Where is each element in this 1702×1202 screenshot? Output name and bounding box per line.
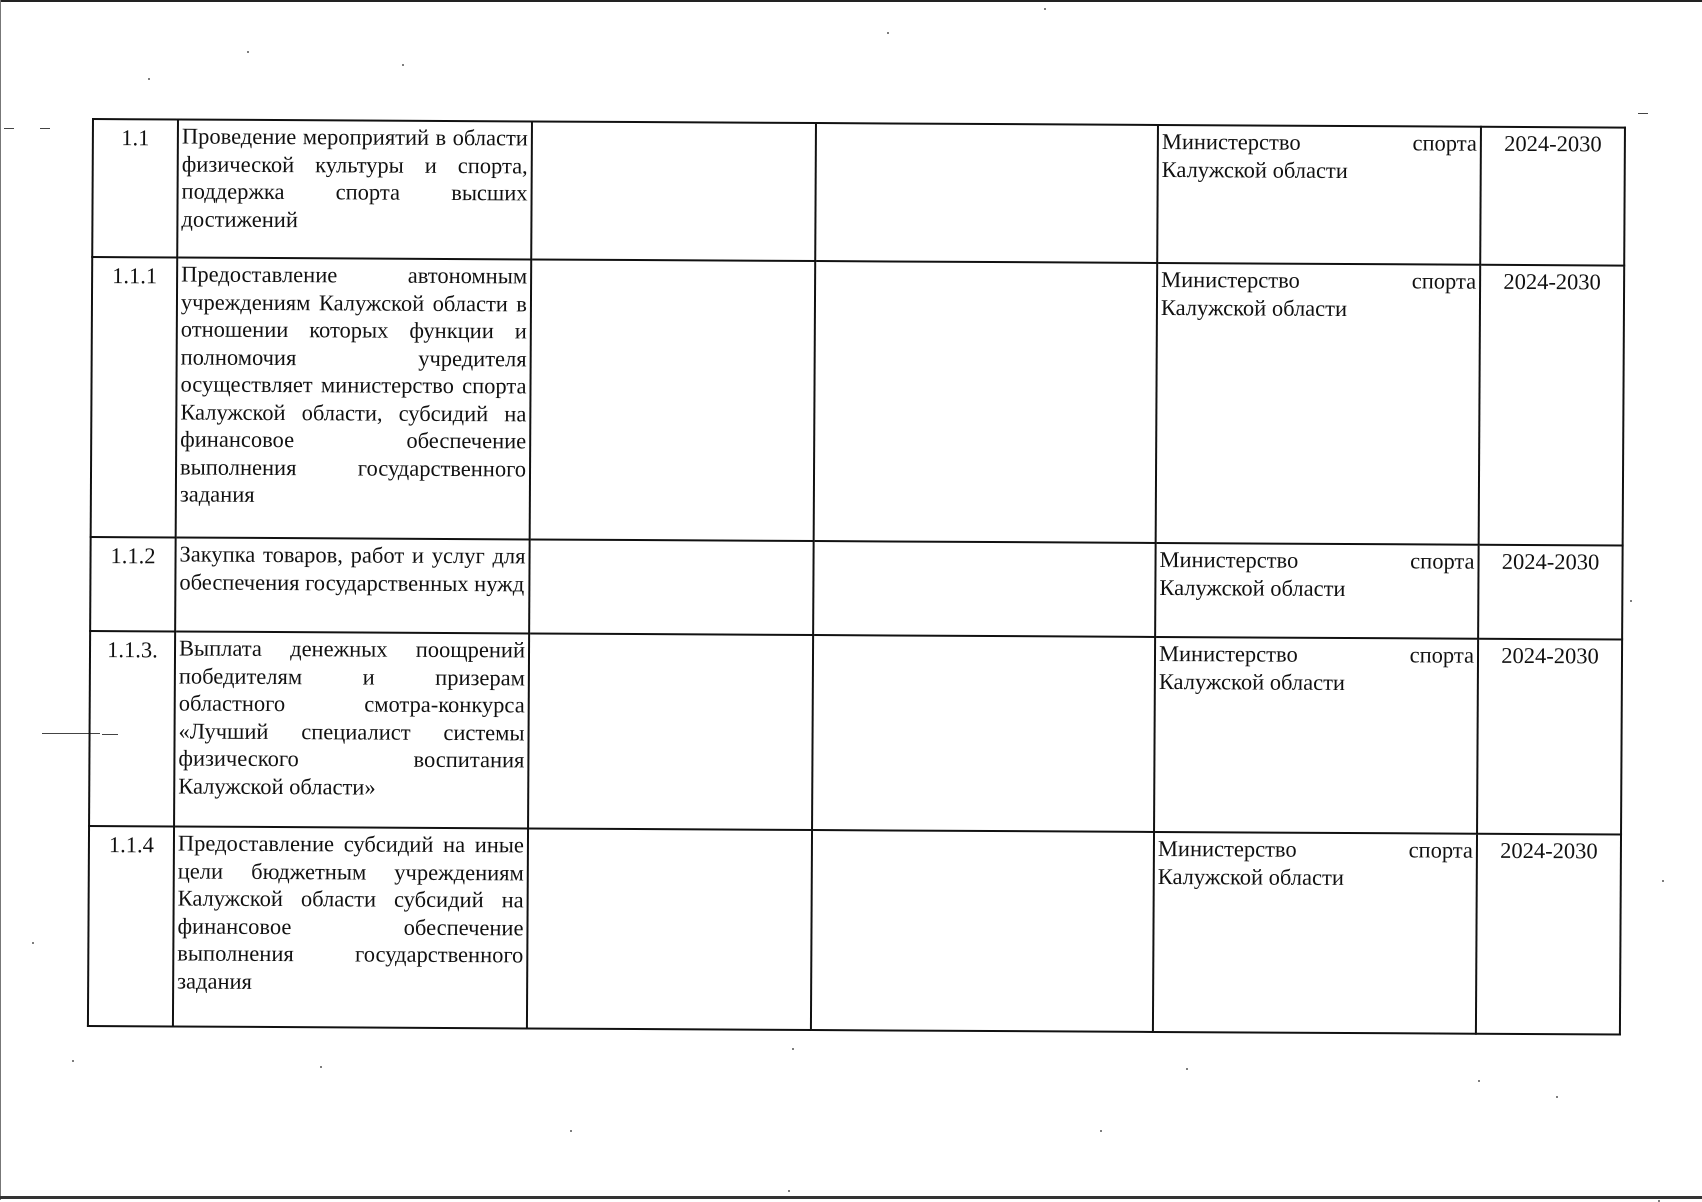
- responsible-executor: [1156, 263, 1481, 545]
- executor-word: спорта: [1412, 130, 1477, 156]
- scan-speck: [402, 64, 404, 66]
- scan-edge-top: [0, 0, 1702, 2]
- scan-mark: [40, 128, 50, 129]
- table-row: [88, 826, 1621, 1035]
- executor-region: Калужской области: [1160, 294, 1348, 321]
- scan-speck: [788, 1190, 790, 1192]
- activity-description: Проведение мероприятий в области физической культуры и спорта, поддержка спорта высших достижений: [177, 119, 532, 259]
- implementation-period: 2024-2030: [1480, 127, 1625, 266]
- program-activities-table: [87, 118, 1626, 1036]
- scan-speck: [1662, 880, 1664, 882]
- empty-cell: [529, 539, 814, 635]
- scan-speck: [32, 942, 34, 944]
- executor-word: спорта: [1411, 268, 1477, 294]
- empty-cell: [811, 830, 1154, 1032]
- executor-word: Министерство: [1158, 640, 1298, 667]
- executor-word: Министерство: [1161, 128, 1301, 155]
- scan-speck: [247, 51, 249, 53]
- scan-speck: [148, 78, 150, 80]
- scan-speck: [1186, 1068, 1188, 1070]
- table-row: [92, 119, 1625, 266]
- empty-cell: [814, 261, 1158, 543]
- empty-cell: [530, 259, 816, 541]
- executor-word: Министерство: [1159, 546, 1299, 573]
- scan-speck: [1478, 1080, 1480, 1082]
- scan-speck: [1100, 1130, 1102, 1132]
- scan-speck: [1630, 600, 1632, 602]
- empty-cell: [531, 121, 816, 261]
- scan-edge-bottom: [0, 1196, 1702, 1199]
- row-number: 1.1.1: [91, 257, 178, 537]
- executor-word: спорта: [1409, 642, 1475, 668]
- executor-word: спорта: [1408, 837, 1474, 863]
- responsible-executor: [1153, 832, 1477, 1034]
- activity-description: Предоставление автономным учреждениям Калужской области в отношении которых функции и полномочия учредителя осуществляет министерство спорта Калужской области, субсидий на финансовое обеспечение выполнения государственного задания: [176, 257, 532, 539]
- executor-region: Калужской области: [1159, 574, 1346, 601]
- empty-cell: [812, 635, 1155, 832]
- implementation-period: 2024-2030: [1477, 639, 1622, 835]
- executor-word: Министерство: [1161, 266, 1300, 293]
- table-row: [90, 537, 1623, 640]
- executor-word: спорта: [1410, 548, 1475, 574]
- empty-cell: [813, 541, 1156, 637]
- row-number: 1.1: [92, 119, 178, 257]
- row-number: 1.1.2: [90, 537, 176, 631]
- responsible-executor: [1154, 637, 1478, 834]
- scan-edge-left: [0, 0, 1, 1200]
- scan-speck: [792, 1048, 794, 1050]
- row-number: 1.1.4: [88, 826, 174, 1026]
- scan-speck: [72, 1060, 74, 1062]
- scan-speck: [320, 1066, 322, 1068]
- table-row: [89, 631, 1622, 835]
- executor-region: Калужской области: [1158, 668, 1346, 695]
- table-row: [91, 257, 1625, 546]
- responsible-executor: [1157, 125, 1481, 265]
- responsible-executor: [1155, 543, 1479, 639]
- empty-cell: [528, 633, 813, 830]
- activity-description: Закупка товаров, работ и услуг для обеспечения государственных нужд: [175, 537, 530, 633]
- row-number: 1.1.3.: [89, 631, 175, 826]
- scan-speck: [1044, 8, 1046, 10]
- empty-cell: [527, 828, 812, 1030]
- scan-mark: [1638, 113, 1648, 114]
- activity-description: Предоставление субсидий на иные цели бюджетным учреждениям Калужской области субсидий на финансовое обеспечение выполнения государственного задания: [173, 826, 528, 1028]
- scan-speck: [887, 32, 889, 34]
- scan-speck: [570, 1130, 572, 1132]
- empty-cell: [815, 123, 1158, 263]
- implementation-period: 2024-2030: [1478, 545, 1623, 640]
- executor-region: Калужской области: [1161, 156, 1348, 183]
- scan-mark: [4, 128, 14, 129]
- activity-description: Выплата денежных поощрений победителям и призерам областного смотра-конкурса «Лучший специалист системы физического воспитания Калужской области»: [174, 631, 529, 828]
- executor-word: Министерство: [1157, 835, 1297, 862]
- implementation-period: 2024-2030: [1479, 265, 1625, 546]
- implementation-period: 2024-2030: [1476, 834, 1621, 1035]
- executor-region: Калужской области: [1157, 863, 1344, 890]
- scan-speck: [1556, 1096, 1558, 1098]
